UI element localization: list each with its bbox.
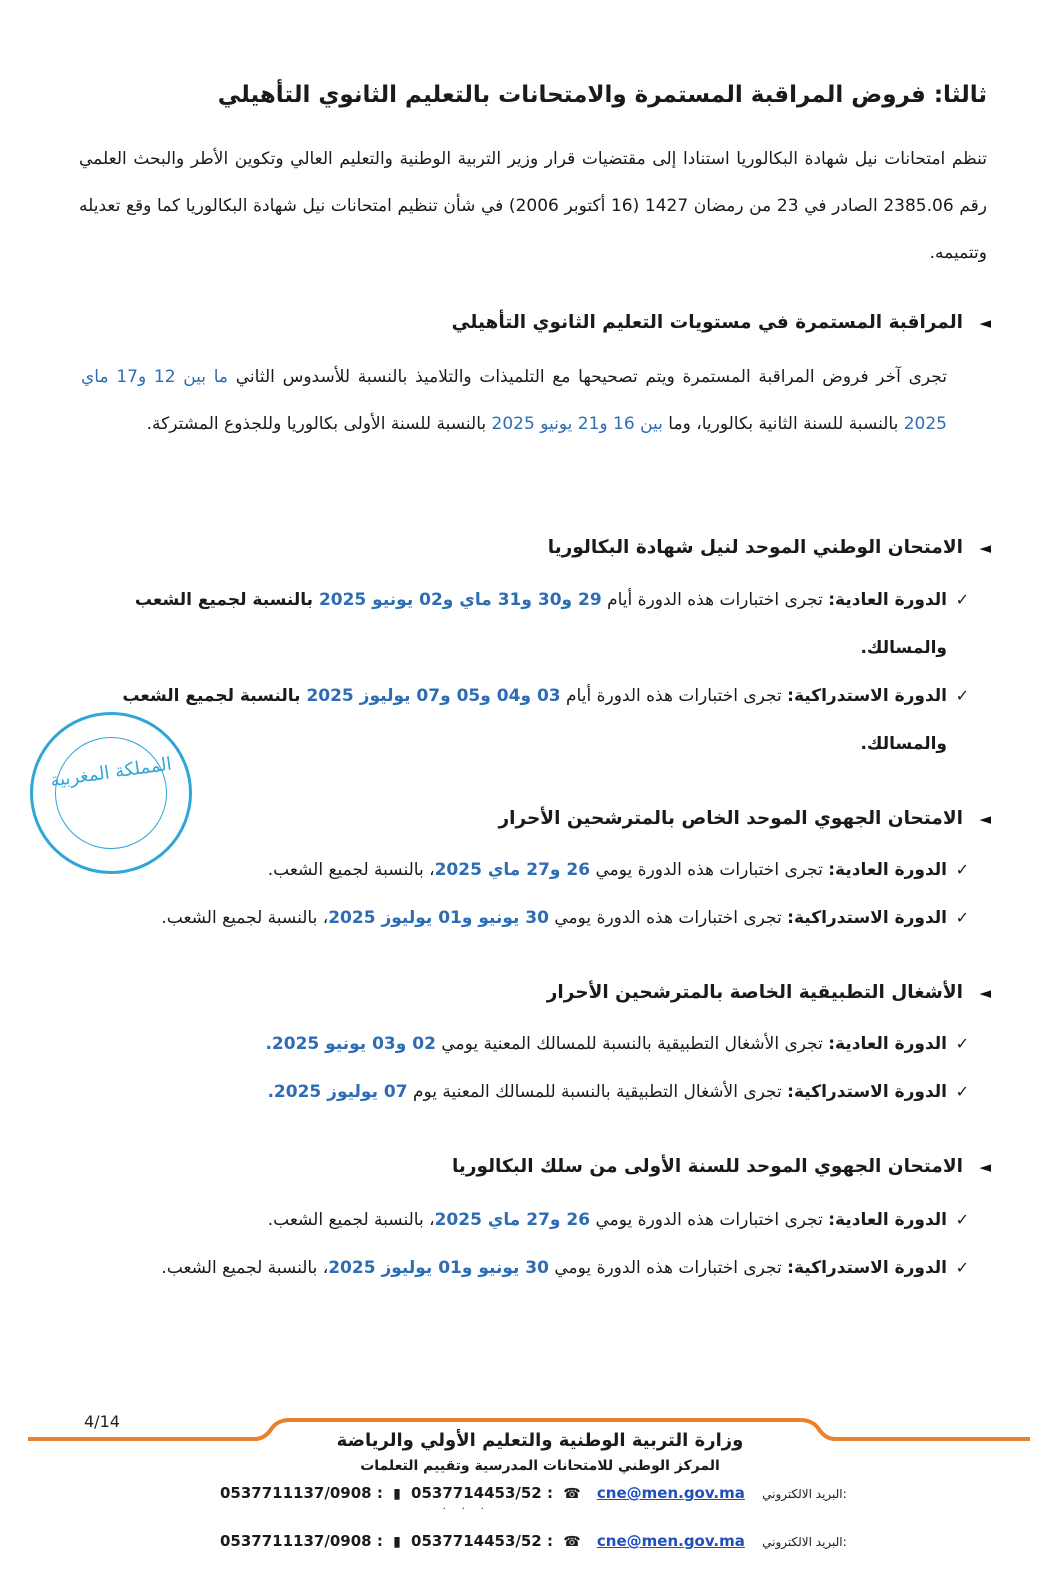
phone-number: 0537714453/52 : [411,1484,553,1502]
section-title: ثالثا: فروض المراقبة المستمرة والامتحانات بالتعليم الثانوي التأهيلي [217,82,987,108]
national-exam-heading: ◄ الامتحان الوطني الموحد لنيل شهادة البكالوريا [547,537,991,558]
phone-icon: ☎ [563,1534,581,1550]
checkmark-icon: ✓ [955,1258,969,1277]
practical-normal-session: ✓ الدورة العادية: تجرى الأشغال التطبيقية بالنسبة للمسالك المعنية يومي 02 و03 يونيو 2025. [81,1020,947,1068]
email-link[interactable]: cne@men.gov.ma [596,1532,745,1550]
email-link[interactable]: cne@men.gov.ma [596,1484,745,1502]
practical-catchup-session: ✓ الدورة الاستدراكية: تجرى الأشغال التطبيقية بالنسبة للمسالك المعنية يوم 07 يوليوز 2025. [81,1068,947,1116]
checkmark-icon: ✓ [955,1210,969,1229]
checkmark-icon: ✓ [955,686,969,705]
fax-number: 0537711137/0908 : [220,1484,383,1502]
page-number: 4/14 [84,1412,120,1431]
regional-first-normal-session: ✓ الدورة العادية: تجرى اختبارات هذه الدورة يومي 26 و27 ماي 2025، بالنسبة لجميع الشعب. [81,1196,947,1244]
regional-free-heading: ◄ الامتحان الجهوي الموحد الخاص بالمترشحين الأحرار [498,808,991,829]
triangle-bullet-icon: ◄ [979,984,991,1002]
continuous-assessment-paragraph: تجرى آخر فروض المراقبة المستمرة ويتم تصحيحها مع التلميذات والتلاميذ بالنسبة للأسدوس الثاني ما بين 12 و17 ماي 2025 بالنسبة للسنة الثانية بكالوريا، وما بين 16 و21 يونيو 2025 بالنسبة للسنة الأولى بكالوريا وللجذوع المشتركة. [81,367,948,434]
triangle-bullet-icon: ◄ [979,1158,991,1176]
phone-number: 0537714453/52 : [411,1532,553,1550]
triangle-bullet-icon: ◄ [979,539,991,557]
fax-icon: ▮ [393,1534,401,1550]
regional-free-catchup-session: ✓ الدورة الاستدراكية: تجرى اختبارات هذه الدورة يومي 30 يونيو و01 يوليوز 2025، بالنسبة لجميع الشعب. [81,894,947,942]
date-range: بين 16 و21 يونيو 2025 [491,414,663,434]
date-range: ما بين 12 و17 ماي 2025 [81,367,947,434]
triangle-bullet-icon: ◄ [979,314,991,332]
checkmark-icon: ✓ [955,908,969,927]
intro-paragraph: تنظم امتحانات نيل شهادة البكالوريا استنادا إلى مقتضيات قرار وزير التربية الوطنية والتعليم العالي وتكوين الأطر والبحث العلمي رقم 2385.06 الصادر في 23 من رمضان 1427 (16 أكتوبر 2006) في شأن تنظيم امتحانات نيل شهادة البكالوريا كما وقع تعديله وتتميمه. [79,149,987,263]
checkmark-icon: ✓ [955,1034,969,1053]
email-label: البريد الالكتروني: [762,1535,847,1549]
fax-number: 0537711137/0908 : [220,1532,383,1550]
scan-artifact: · · · [442,1502,490,1515]
regional-first-catchup-session: ✓ الدورة الاستدراكية: تجرى اختبارات هذه الدورة يومي 30 يونيو و01 يوليوز 2025، بالنسبة لجميع الشعب. [81,1244,947,1292]
official-stamp [30,712,192,874]
contact-row [220,1484,870,1502]
regional-free-normal-session: ✓ الدورة العادية: تجرى اختبارات هذه الدورة يومي 26 و27 ماي 2025، بالنسبة لجميع الشعب. [81,846,947,894]
email-label: البريد الالكتروني: [762,1487,847,1501]
fax-icon: ▮ [393,1486,401,1502]
national-normal-session: ✓ الدورة العادية: تجرى اختبارات هذه الدورة أيام 29 و30 و31 ماي و02 يونيو 2025 بالنسبة لجميع الشعب والمسالك. [81,576,947,672]
phone-icon: ☎ [563,1486,581,1502]
national-catchup-session: ✓ الدورة الاستدراكية: تجرى اختبارات هذه الدورة أيام 03 و04 و05 و07 يوليوز 2025 بالنسبة لجميع الشعب والمسالك. [81,672,947,768]
center-name: المركز الوطني للامتحانات المدرسية وتقييم التعلمات [360,1458,720,1474]
regional-first-year-heading: ◄ الامتحان الجهوي الموحد للسنة الأولى من سلك البكالوريا [451,1156,991,1177]
checkmark-icon: ✓ [955,860,969,879]
ministry-name: وزارة التربية الوطنية والتعليم الأولي والرياضة [336,1430,744,1451]
checkmark-icon: ✓ [955,590,969,609]
stamp-inner-ring [55,737,167,849]
triangle-bullet-icon: ◄ [979,810,991,828]
stamp-text: المملكة المغربية [48,753,173,792]
contact-row-duplicate [220,1532,870,1550]
practical-work-heading: ◄ الأشغال التطبيقية الخاصة بالمترشحين الأحرار [546,982,991,1003]
checkmark-icon: ✓ [955,1082,969,1101]
continuous-assessment-heading: ◄ المراقبة المستمرة في مستويات التعليم الثانوي التأهيلي [451,312,991,333]
